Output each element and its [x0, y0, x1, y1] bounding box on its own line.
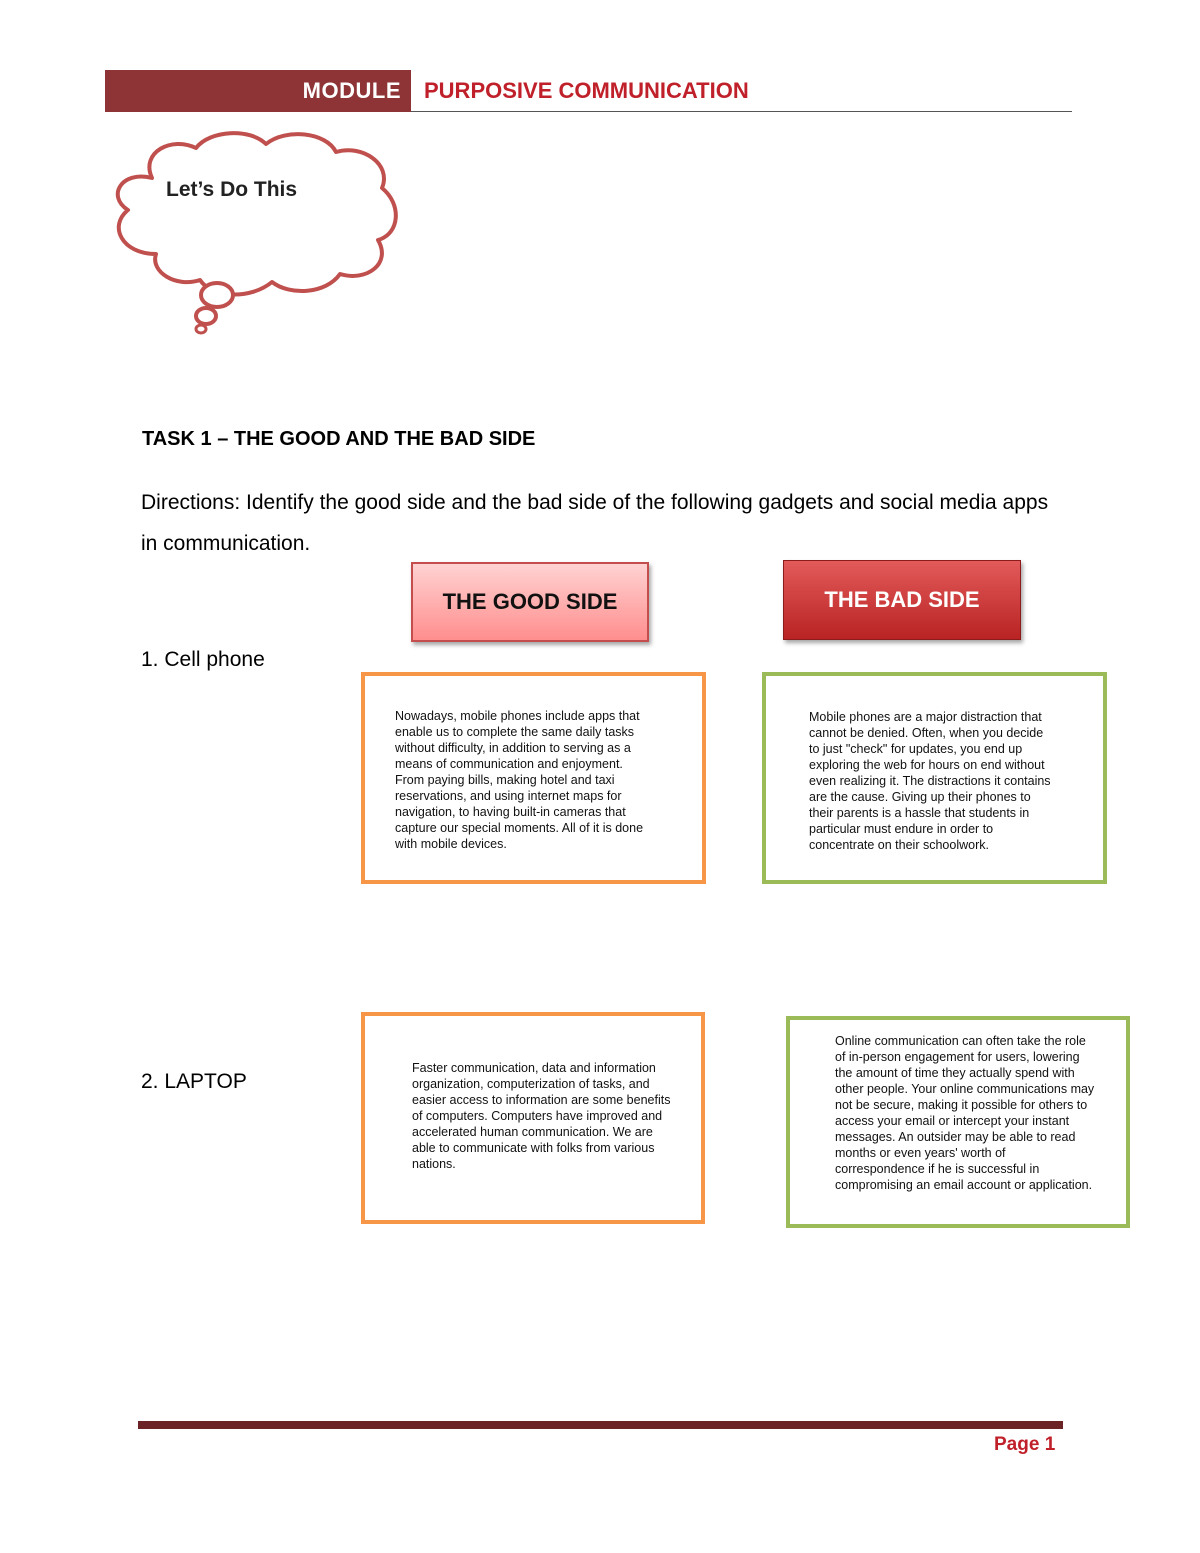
good-side-header: THE GOOD SIDE: [411, 562, 649, 642]
bad-side-text: Online communication can often take the role of in-person engagement for users, lowering the amount of time they actually spend with other people. Your online communications may not be secure, making it possible for others to access your email or intercept your instant messages. An outsider may be able to read months or even years' worth of correspondence if he is successful in compromising an email account or application.: [835, 1034, 1095, 1192]
good-side-text: Nowadays, mobile phones include apps that enable us to complete the same daily tasks without difficulty, in addition to serving as a means of communication and enjoyment. From paying bills, making hotel and taxi reservations, and using internet maps for navigation, to having built-in cameras that capture our special moments. All of it is done with mobile devices.: [395, 709, 644, 851]
callout-text: Let’s Do This: [166, 178, 298, 201]
item-label-laptop: 2. LAPTOP: [141, 1070, 247, 1093]
module-label: MODULE: [302, 78, 401, 103]
item-label-cell-phone: 1. Cell phone: [141, 648, 265, 671]
bad-side-header: THE BAD SIDE: [783, 560, 1021, 640]
bad-side-box-laptop: [786, 1016, 1130, 1228]
good-side-text: Faster communication, data and information organization, computerization of tasks, and easier access to information are some benefits of computers. Computers have improved and accelerated human communication. We are able to communicate with folks from various nations.: [412, 1061, 671, 1171]
task-title: TASK 1 – THE GOOD AND THE BAD SIDE: [142, 428, 536, 450]
module-header-block: [105, 70, 411, 112]
course-title: PURPOSIVE COMMUNICATION: [424, 78, 749, 103]
bad-side-box-cell-phone: [762, 672, 1107, 884]
page-number: Page 1: [994, 1434, 1056, 1455]
thought-cloud-icon: [100, 122, 410, 342]
good-side-box-laptop: [361, 1012, 705, 1224]
footer-divider: [138, 1421, 1063, 1429]
directions-text: Directions: Identify the good side and the bad side of the following gadgets and social media apps in communication.: [141, 491, 1049, 555]
header-divider: [411, 111, 1072, 112]
good-side-box-cell-phone: [361, 672, 706, 884]
bad-side-text: Mobile phones are a major distraction that cannot be denied. Often, when you decide to just "check" for updates, you end up exploring the web for hours on end without even realizing it. The distractions it contains are the cause. Giving up their phones to their parents is a hassle that students in particular must endure in order to concentrate on their schoolwork.: [809, 710, 1051, 852]
